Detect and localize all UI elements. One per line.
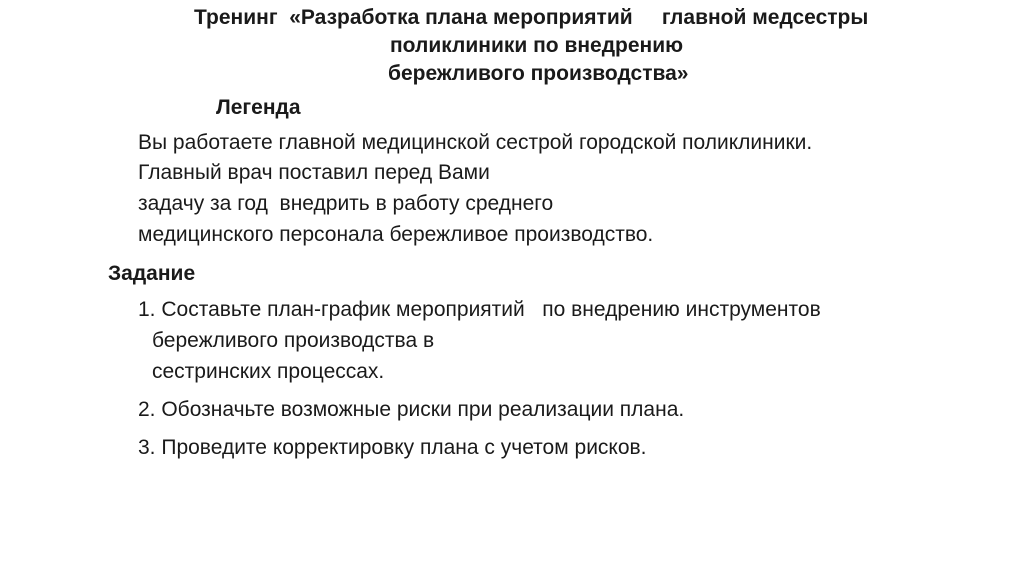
title-line-2: поликлиники по внедрению: [390, 34, 684, 57]
task-heading: Задание: [108, 262, 196, 285]
task-item-1-line-1: 1. Составьте план-график мероприятий по внедрению инструментов: [138, 298, 821, 321]
legend-line-2: Главный врач поставил перед Вами: [138, 161, 490, 184]
title-line-3: бережливого производства»: [388, 62, 689, 85]
task-item-3: 3. Проведите корректировку плана с учетом рисков.: [138, 436, 647, 459]
legend-heading: Легенда: [216, 96, 301, 119]
legend-line-4: медицинского персонала бережливое производство.: [138, 223, 654, 246]
legend-line-1: Вы работаете главной медицинской сестрой городской поликлиники.: [138, 131, 813, 154]
task-item-1-line-2: бережливого производства в: [152, 329, 435, 352]
task-item-2: 2. Обозначьте возможные риски при реализации плана.: [138, 398, 685, 421]
task-item-1-line-3: сестринских процессах.: [152, 360, 385, 383]
legend-line-3: задачу за год внедрить в работу среднего: [138, 192, 554, 215]
title-line-1: Тренинг «Разработка плана мероприятий главной медсестры: [194, 6, 869, 29]
